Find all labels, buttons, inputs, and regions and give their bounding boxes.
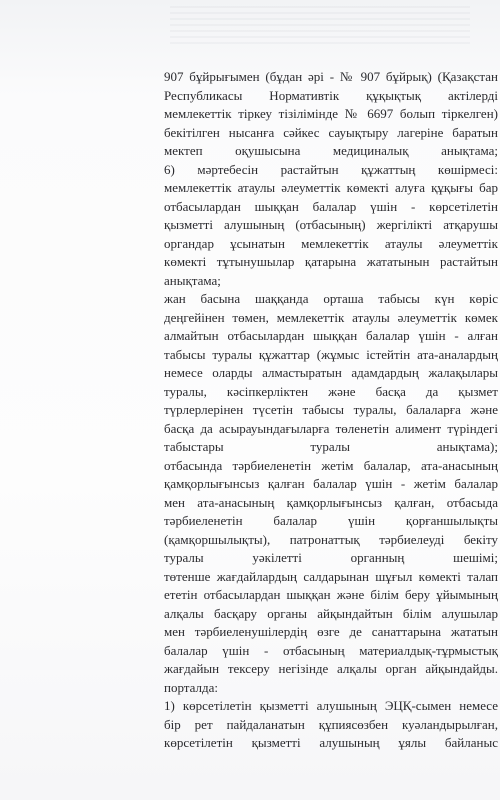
text-line: отбасында тәрбиеленетін жетім балалар, ата-анасының — [164, 457, 498, 473]
document-text-block — [164, 68, 498, 753]
text-line: бекітілген нысанға сәйкес сауықтыру лагеріне баратын — [164, 124, 498, 140]
text-line: 907 бұйрығымен (бұдан әрі - № 907 бұйрық) (Қазақстан — [164, 69, 498, 84]
text-line: бір рет пайдаланатын құпиясөзбен куәландырылған, — [164, 716, 498, 732]
text-line: жағдайын тексеру негізінде алқалы орган айқындайды. — [164, 661, 498, 676]
text-line: 1) көрсетілетін қызметті алушының ЭЦҚ-сымен немесе — [164, 698, 498, 713]
text-line: порталда: — [164, 679, 218, 695]
text-line: ететін отбасылардан шыққан және білім беру ұйымының — [164, 587, 498, 602]
text-line: төтенше жағдайлардың салдарынан шұғыл көмекті талап — [164, 568, 498, 584]
text-line: (қамқоршылықты), патронаттық тәрбиелеуді бекіту — [164, 531, 498, 547]
text-line: мен ата-анасының қамқорлығынсыз қалған, отбасыда — [164, 494, 498, 510]
text-line: 6) мәртебесін растайтын құжаттың көшірмесі: — [164, 161, 498, 177]
text-line: мектеп оқушысына медициналық анықтама; — [164, 143, 498, 158]
text-line: алмайтын отбасылардан шыққан балалар үшін - алған — [164, 328, 498, 343]
text-line: отбасылардан шыққан балалар үшін - көрсетілетін — [164, 198, 498, 214]
text-line: көмекті тұтынушылар қатарына жататынын растайтын — [164, 254, 498, 269]
text-line: немесе оларды алмастыратын адамдардың жалақылары — [164, 365, 498, 380]
text-line: жан басына шаққанда орташа табысы күн көріс — [164, 291, 498, 306]
text-line: табыстары туралы анықтама); — [164, 439, 498, 454]
text-line: органдар ұсынатын мемлекеттік атаулы әлеуметтік — [164, 235, 498, 251]
text-line: түрлерлерінен түсетін табысы туралы, балаларға және — [164, 402, 498, 417]
text-line: алқалы басқару органы айқындайтын білім алушылар — [164, 605, 498, 621]
text-line: мемлекеттік тіркеу тізілімінде № 6697 болып тіркелген) — [164, 106, 498, 121]
text-line: Республикасы Нормативтік құқықтық актілерді — [164, 87, 498, 103]
bleed-through-text — [170, 6, 470, 46]
text-line: табысы туралы құжаттар (жұмыс істейтін ата-аналардың — [164, 346, 498, 362]
text-line: қамқорлығынсыз қалған балалар үшін - жетім балалар — [164, 476, 498, 491]
text-line: мен тәрбиеленушілердің өзге де санаттарына жататын — [164, 624, 498, 639]
text-line: басқа да асырауындағыларға төленетін алимент түріндегі — [164, 420, 498, 436]
text-line: мемлекеттік атаулы әлеуметтік көмекті алуға құқығы бар — [164, 180, 498, 195]
text-line: деңгейінен төмен, мемлекеттік атаулы әлеуметтік көмек — [164, 309, 498, 325]
text-line: қызметті алушының (отбасының) жергілікті атқарушы — [164, 217, 498, 232]
text-line: көрсетілетін қызметті алушының ұялы байланыс — [164, 735, 498, 750]
text-line: балалар үшін - отбасының материалдық-тұрмыстық — [164, 642, 498, 658]
text-line: туралы, кәсіпкерліктен және басқа да қызмет — [164, 383, 498, 399]
text-line: тәрбиеленетін балалар үшін қорғаншылықты — [164, 513, 498, 528]
text-line: анықтама; — [164, 272, 221, 288]
text-line: туралы уәкілетті органның шешімі; — [164, 550, 498, 565]
